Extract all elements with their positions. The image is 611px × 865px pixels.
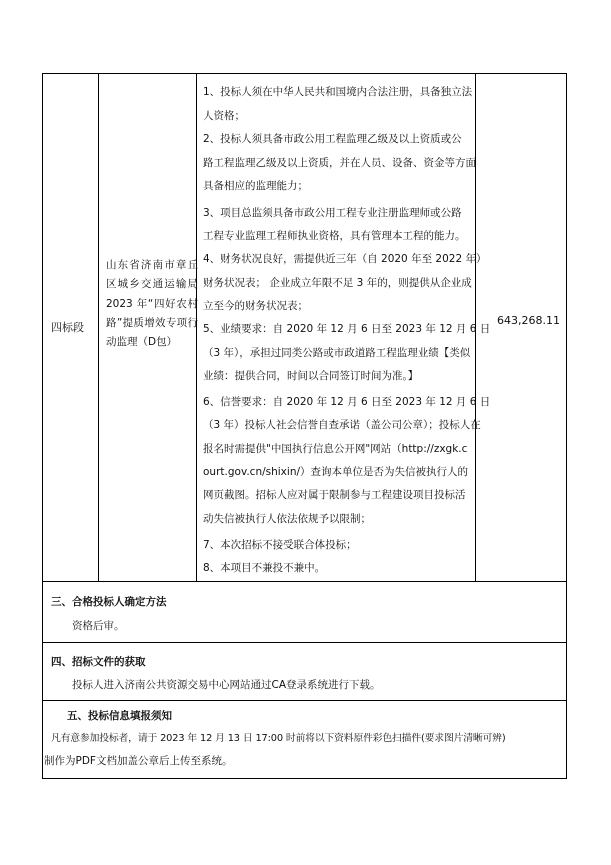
requirement-line: 报名时需提供"中国执行信息公开网"网站（http://zxgk.c (203, 443, 468, 455)
requirement-line: 7、本次招标不接受联合体投标； (203, 539, 357, 551)
requirement-line: ourt.gov.cn/shixin/）查询本单位是否为失信被执行人的 (203, 466, 469, 478)
requirement-line: 人资格； (203, 110, 245, 122)
project-name-cell: 山东省济南市章丘区城乡交通运输局 2023 年“四好农村路”提质增效专项行动监理（D包） (106, 259, 198, 349)
column-divider (98, 73, 99, 582)
requirement-line: 财务状况表； 企业成立年限不足 3 年的，则提供从企业成 (203, 277, 472, 289)
requirement-line: 路工程监理乙级及以上资质，并在人员、设备、资金等方面 (203, 157, 476, 169)
requirement-line: （3 年）投标人社会信誉自查承诺（盖公司公章）；投标人在 (203, 419, 481, 431)
section-4-body: 投标人进入济南公共资源交易中心网站通过CA登录系统进行下载。 (72, 679, 381, 691)
segment-cell: 四标段 (51, 321, 84, 334)
row-divider (42, 700, 567, 701)
section-3-body: 资格后审。 (72, 620, 125, 632)
section-3-title: 三、合格投标人确定方法 (51, 596, 167, 608)
section-5-title: 五、投标信息填报须知 (67, 710, 172, 722)
requirement-line: 6、信誉要求：自 2020 年 12 月 6 日至 2023 年 12 月 6 日 (203, 396, 491, 408)
requirement-line: 网页截图。招标人应对属于限制参与工程建设项目投标活 (203, 489, 466, 501)
section-4-title: 四、招标文件的获取 (51, 656, 146, 668)
requirement-line: 2、投标人须具备市政公用工程监理乙级及以上资质或公 (203, 133, 462, 145)
section-5-body-line: 制作为PDF文档加盖公章后上传至系统。 (44, 755, 233, 767)
requirement-line: 动失信被执行人依法依规予以限制； (203, 513, 371, 525)
requirement-line: 立至今的财务状况表； (203, 300, 308, 312)
requirement-line: 5、业绩要求：自 2020 年 12 月 6 日至 2023 年 12 月 6 日 (203, 323, 491, 335)
requirement-line: 3、项目总监须具备市政公用工程专业注册监理师或公路 (203, 207, 462, 219)
requirement-line: （3 年），承担过同类公路或市政道路工程监理业绩【类似 (203, 347, 471, 359)
row-divider (42, 581, 567, 582)
requirement-line: 4、财务状况良好，需提供近三年（自 2020 年至 2022 年） (203, 253, 487, 265)
amount-cell: 643,268.11 (497, 314, 560, 327)
requirement-line: 8、本项目不兼投不兼中。 (203, 562, 326, 574)
requirement-line: 具备相应的监理能力； (203, 180, 308, 192)
requirement-line: 业绩：提供合同，时间以合同签订时间为准。】 (203, 370, 419, 382)
section-5-body-line: 凡有意参加投标者，请于 2023 年 12 月 13 日 17:00 时前将以下资料原件彩色扫描件(要求图片清晰可辨) (51, 733, 506, 744)
requirement-line: 工程专业监理工程师执业资格，具有管理本工程的能力。 (203, 230, 466, 242)
row-divider (42, 642, 567, 643)
requirement-line: 1、投标人须在中华人民共和国境内合法注册，具备独立法 (203, 86, 473, 98)
